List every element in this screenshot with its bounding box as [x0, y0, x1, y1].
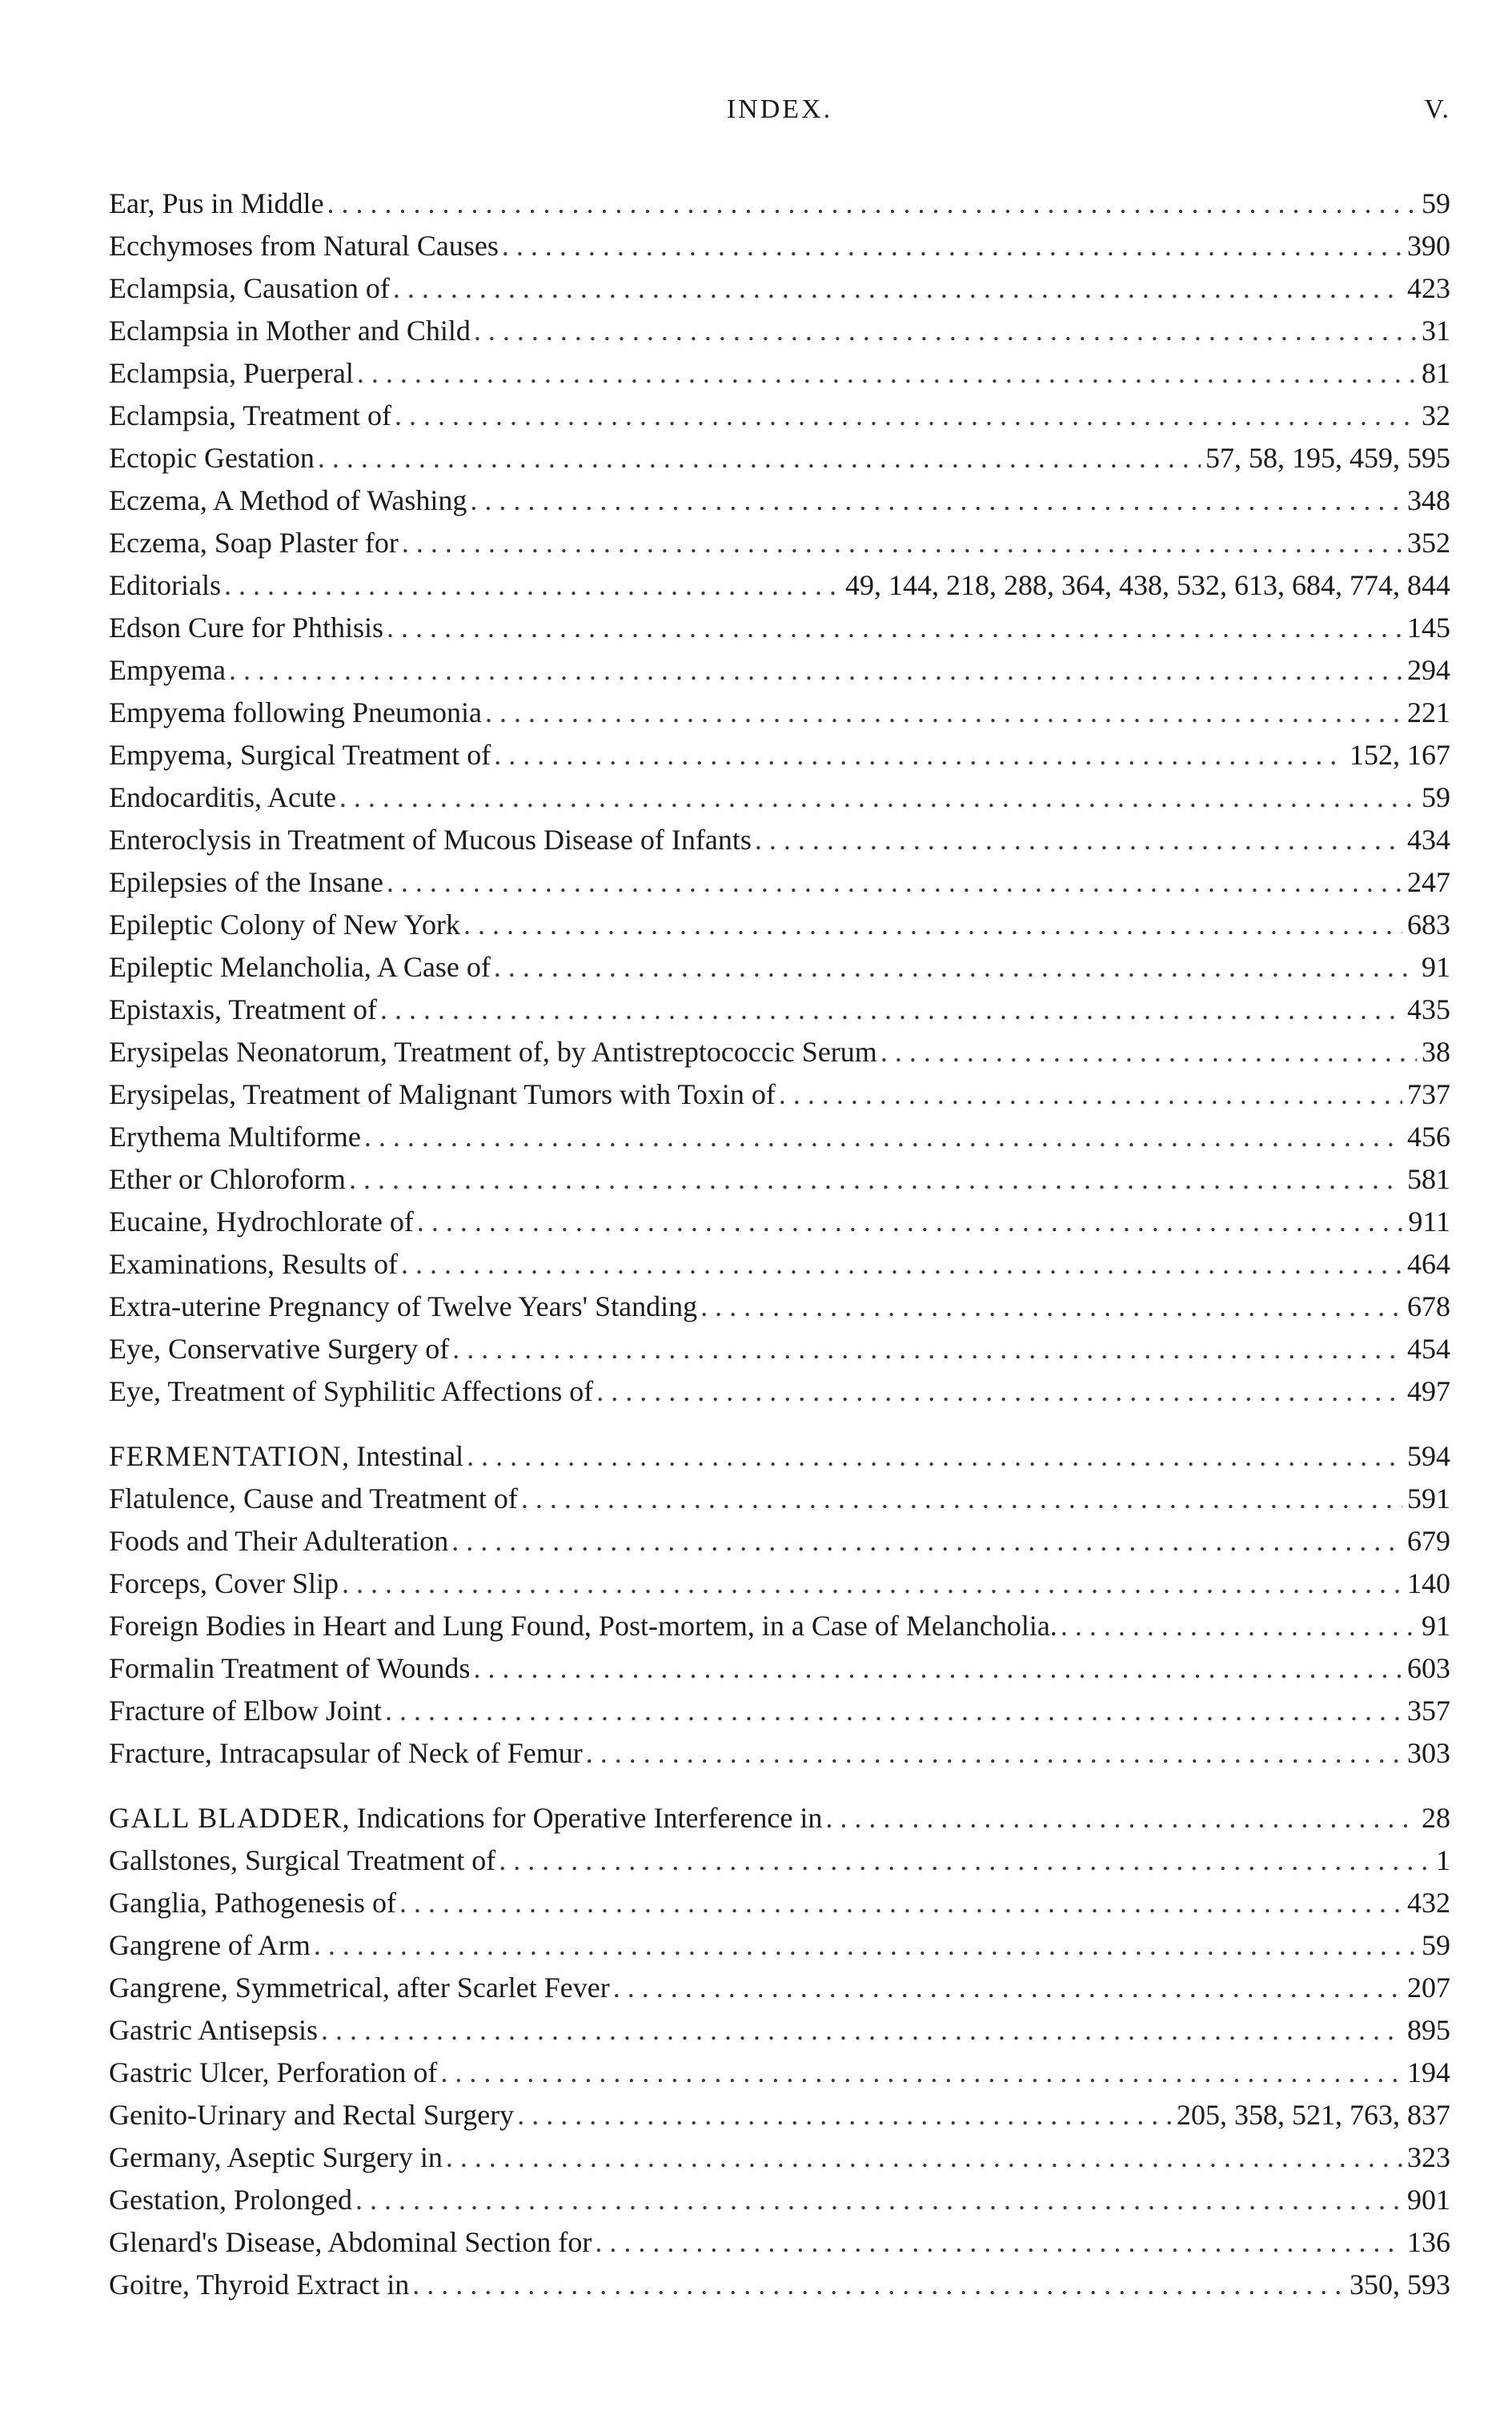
- entry-lead-word: FERMENTATION: [109, 1440, 343, 1472]
- entry-term-text: Epileptic Colony of New York: [109, 909, 460, 941]
- index-entry: [109, 2052, 1450, 2094]
- dot-leader: [610, 1967, 1402, 2009]
- entry-pages: 294: [1407, 654, 1450, 686]
- index-entry: [109, 225, 1450, 267]
- dot-leader: [383, 607, 1402, 649]
- entry-term: [109, 1732, 583, 1775]
- entry-pages: 28: [1422, 1802, 1450, 1834]
- entry-pages: 423: [1407, 272, 1450, 304]
- dot-leader: [396, 1882, 1402, 1924]
- entry-term: [109, 479, 467, 522]
- entry-pages: 303: [1407, 1737, 1450, 1769]
- entry-pages: 357: [1407, 1695, 1450, 1727]
- entry-term-text: , Indications for Operative Interference in: [342, 1802, 823, 1834]
- dot-leader: [752, 819, 1402, 861]
- dot-leader: [398, 1243, 1402, 1286]
- index-entry: [109, 1073, 1450, 1116]
- index-entry: [109, 1520, 1450, 1562]
- index-entry: [109, 2136, 1450, 2179]
- entry-term-text: Gallstones, Surgical Treatment of: [109, 1844, 496, 1876]
- index-entry: [109, 2264, 1450, 2306]
- entry-term: [109, 946, 491, 989]
- index-entry: [109, 692, 1450, 734]
- entry-term: [109, 1031, 877, 1073]
- entry-term-text: Edson Cure for Phthisis: [109, 612, 384, 644]
- index-entry: [109, 2221, 1450, 2264]
- dot-leader: [437, 2052, 1402, 2094]
- entry-term-text: Epistaxis, Treatment of: [109, 993, 377, 1025]
- entry-term: [109, 1201, 414, 1243]
- entry-pages: 221: [1407, 696, 1450, 728]
- entry-pages: 136: [1407, 2226, 1450, 2258]
- entry-pages: 145: [1407, 612, 1450, 644]
- dot-leader: [409, 2264, 1345, 2306]
- entry-term: [109, 1243, 398, 1286]
- entry-term: [109, 1478, 518, 1520]
- entry-pages: 81: [1422, 357, 1450, 389]
- entry-term-text: Eye, Treatment of Syphilitic Affections of: [109, 1375, 594, 1407]
- dot-leader: [697, 1286, 1402, 1328]
- entry-pages: 59: [1422, 781, 1450, 813]
- dot-leader: [460, 904, 1402, 946]
- entry-pages: 49, 144, 218, 288, 364, 438, 532, 613, 684, 774, 844: [845, 569, 1450, 601]
- entry-term: [109, 564, 221, 607]
- dot-leader: [491, 946, 1417, 989]
- entry-term-text: Endocarditis, Acute: [109, 781, 336, 813]
- entry-term-text: Glenard's Disease, Abdominal Section for: [109, 2226, 592, 2258]
- entry-term: [109, 1924, 311, 1967]
- index-entry: [109, 1201, 1450, 1243]
- dot-leader: [324, 183, 1417, 225]
- entry-lead-word: GALL BLADDER: [109, 1802, 343, 1834]
- index-entry: [109, 1924, 1450, 1967]
- entry-pages: 348: [1407, 484, 1450, 516]
- index-entry: [109, 904, 1450, 946]
- entry-term: [109, 607, 383, 649]
- entry-term-text: Genito-Urinary and Rectal Surgery: [109, 2099, 515, 2131]
- entry-pages: 59: [1422, 187, 1450, 219]
- entry-term-text: Ecchymoses from Natural Causes: [109, 230, 499, 262]
- index-entry: [109, 1967, 1450, 2009]
- index-entry: [109, 2009, 1450, 2052]
- entry-pages: 59: [1422, 1929, 1450, 1961]
- index-entry: [109, 1243, 1450, 1286]
- index-entry: [109, 861, 1450, 904]
- dot-leader: [390, 267, 1402, 310]
- dot-leader: [776, 1073, 1402, 1116]
- index-entry: [109, 1158, 1450, 1201]
- dot-leader: [592, 2221, 1402, 2264]
- index-entry: [109, 819, 1450, 861]
- dot-leader: [822, 1797, 1417, 1839]
- entry-term: [109, 776, 336, 819]
- entry-term-text: Gestation, Prolonged: [109, 2184, 352, 2216]
- entry-pages: 205, 358, 521, 763, 837: [1177, 2099, 1450, 2131]
- entry-term: [109, 1839, 495, 1882]
- entry-term: [109, 1690, 382, 1732]
- entry-term: [109, 861, 383, 904]
- dot-leader: [593, 1370, 1402, 1413]
- index-entry: [109, 1690, 1450, 1732]
- index-entry: [109, 1031, 1450, 1073]
- index-section: [109, 1797, 1450, 2306]
- entry-term: [109, 2052, 437, 2094]
- index-entry: [109, 1839, 1450, 1882]
- entry-term-text: Forceps, Cover Slip: [109, 1567, 339, 1599]
- entry-pages: 581: [1407, 1163, 1450, 1195]
- entry-pages: 464: [1407, 1248, 1450, 1280]
- entry-term-text: Examinations, Results of: [109, 1248, 398, 1280]
- dot-leader: [339, 1562, 1402, 1605]
- dot-leader: [315, 437, 1201, 479]
- entry-term-text: Fracture, Intracapsular of Neck of Femur: [109, 1737, 583, 1769]
- entry-term: [109, 2136, 443, 2179]
- index-entry: [109, 1328, 1450, 1370]
- entry-pages: 194: [1407, 2056, 1450, 2088]
- entry-term: [109, 1328, 449, 1370]
- page-header: [109, 94, 1450, 134]
- index-entry: [109, 776, 1450, 819]
- entry-term-text: Formalin Treatment of Wounds: [109, 1652, 471, 1684]
- entry-term: [109, 1435, 463, 1478]
- entry-term: [109, 183, 324, 225]
- index-entry: [109, 2179, 1450, 2221]
- dot-leader: [495, 1839, 1431, 1882]
- entry-term-text: Erysipelas, Treatment of Malignant Tumors with Toxin of: [109, 1078, 776, 1110]
- entry-term-text: Eclampsia, Causation of: [109, 272, 390, 304]
- page-number: V.: [1424, 94, 1450, 124]
- index-entry: [109, 607, 1450, 649]
- entry-pages: 350, 593: [1350, 2269, 1450, 2301]
- entry-term: [109, 1370, 593, 1413]
- dot-leader: [443, 2136, 1402, 2179]
- dot-leader: [336, 776, 1417, 819]
- entry-term: [109, 1967, 610, 2009]
- index-list: [109, 183, 1450, 2306]
- index-entry: [109, 989, 1450, 1031]
- entry-term: [109, 1073, 776, 1116]
- entry-term: [109, 522, 399, 564]
- entry-pages: 207: [1407, 1972, 1450, 2004]
- entry-term: [109, 395, 391, 437]
- index-entry: [109, 1605, 1450, 1647]
- index-entry: [109, 395, 1450, 437]
- entry-term-text: Editorials: [109, 569, 221, 601]
- entry-term: [109, 649, 226, 692]
- entry-term: [109, 1158, 346, 1201]
- index-entry: [109, 649, 1450, 692]
- dot-leader: [514, 2094, 1172, 2136]
- entry-term-text: Extra-uterine Pregnancy of Twelve Years' Standing: [109, 1290, 698, 1322]
- entry-pages: 594: [1407, 1440, 1450, 1472]
- entry-term-text: Flatulence, Cause and Treatment of: [109, 1482, 518, 1514]
- entry-term: [109, 1647, 470, 1690]
- dot-leader: [383, 861, 1402, 904]
- dot-leader: [467, 479, 1402, 522]
- index-entry: [109, 2094, 1450, 2136]
- entry-term-text: Eclampsia, Treatment of: [109, 399, 391, 431]
- index-entry: [109, 267, 1450, 310]
- dot-leader: [482, 692, 1402, 734]
- entry-term-text: Empyema: [109, 654, 226, 686]
- entry-term-text: Epileptic Melancholia, A Case of: [109, 951, 491, 983]
- dot-leader: [491, 734, 1345, 776]
- entry-term: [109, 1520, 448, 1562]
- entry-term: [109, 1882, 396, 1924]
- entry-pages: 32: [1422, 399, 1450, 431]
- entry-term: [109, 734, 491, 776]
- index-entry: [109, 1478, 1450, 1520]
- dot-leader: [583, 1732, 1402, 1775]
- entry-term: [109, 2179, 352, 2221]
- entry-term: [109, 1605, 1057, 1647]
- entry-term-text: Ether or Chloroform: [109, 1163, 346, 1195]
- index-entry: [109, 564, 1450, 607]
- dot-leader: [449, 1328, 1402, 1370]
- entry-pages: 603: [1407, 1652, 1450, 1684]
- entry-term: [109, 989, 377, 1031]
- page-title: INDEX.: [726, 94, 833, 124]
- entry-term-text: Ectopic Gestation: [109, 442, 315, 474]
- entry-term: [109, 692, 482, 734]
- index-entry: [109, 352, 1450, 395]
- dot-leader: [361, 1116, 1402, 1158]
- entry-term-text: Eucaine, Hydrochlorate of: [109, 1205, 414, 1238]
- index-entry: [109, 1435, 1450, 1478]
- dot-leader: [311, 1924, 1417, 1967]
- index-entry: [109, 1370, 1450, 1413]
- entry-term: [109, 819, 752, 861]
- entry-pages: 1: [1436, 1844, 1450, 1876]
- entry-pages: 901: [1407, 2184, 1450, 2216]
- entry-term: [109, 1286, 697, 1328]
- entry-term: [109, 2009, 318, 2052]
- entry-term-text: Ear, Pus in Middle: [109, 187, 324, 219]
- entry-term-text: , Intestinal: [342, 1440, 464, 1472]
- entry-term-text: Foreign Bodies in Heart and Lung Found, Post-mortem, in a Case of Melancholia.: [109, 1610, 1057, 1642]
- dot-leader: [354, 352, 1417, 395]
- entry-term-text: Ganglia, Pathogenesis of: [109, 1887, 396, 1919]
- entry-pages: 737: [1407, 1078, 1450, 1110]
- index-section: [109, 1435, 1450, 1775]
- index-entry: [109, 946, 1450, 989]
- entry-term: [109, 267, 390, 310]
- dot-leader: [391, 395, 1417, 437]
- entry-pages: 895: [1407, 2014, 1450, 2046]
- dot-leader: [318, 2009, 1402, 2052]
- entry-pages: 591: [1407, 1482, 1450, 1514]
- dot-leader: [377, 989, 1402, 1031]
- index-entry: [109, 1562, 1450, 1605]
- entry-pages: 390: [1407, 230, 1450, 262]
- entry-term-text: Eczema, Soap Plaster for: [109, 527, 399, 559]
- entry-term-text: Empyema, Surgical Treatment of: [109, 739, 491, 771]
- entry-pages: 352: [1407, 527, 1450, 559]
- entry-term-text: Erysipelas Neonatorum, Treatment of, by Antistreptococcic Serum: [109, 1036, 877, 1068]
- dot-leader: [877, 1031, 1417, 1073]
- entry-term: [109, 1116, 361, 1158]
- entry-pages: 679: [1407, 1525, 1450, 1557]
- index-entry: [109, 1116, 1450, 1158]
- dot-leader: [414, 1201, 1403, 1243]
- dot-leader: [382, 1690, 1402, 1732]
- index-entry: [109, 310, 1450, 352]
- entry-pages: 683: [1407, 909, 1450, 941]
- entry-term: [109, 1562, 339, 1605]
- dot-leader: [221, 564, 840, 607]
- entry-pages: 38: [1422, 1036, 1450, 1068]
- entry-pages: 247: [1407, 866, 1450, 898]
- index-entry: [109, 183, 1450, 225]
- entry-term-text: Gastric Ulcer, Perforation of: [109, 2056, 438, 2088]
- entry-pages: 91: [1422, 951, 1450, 983]
- entry-pages: 152, 167: [1350, 739, 1450, 771]
- entry-pages: 497: [1407, 1375, 1450, 1407]
- entry-pages: 91: [1422, 1610, 1450, 1642]
- entry-pages: 435: [1407, 993, 1450, 1025]
- entry-pages: 432: [1407, 1887, 1450, 1919]
- entry-term: [109, 437, 315, 479]
- entry-term: [109, 2221, 592, 2264]
- entry-pages: 456: [1407, 1121, 1450, 1153]
- index-entry: [109, 1882, 1450, 1924]
- entry-term: [109, 310, 471, 352]
- entry-term-text: Enteroclysis in Treatment of Mucous Disease of Infants: [109, 824, 752, 856]
- dot-leader: [463, 1435, 1402, 1478]
- index-entry: [109, 479, 1450, 522]
- entry-term-text: Erythema Multiforme: [109, 1121, 361, 1153]
- dot-leader: [471, 310, 1417, 352]
- index-section: [109, 183, 1450, 1413]
- index-entry: [109, 734, 1450, 776]
- entry-term-text: Eclampsia, Puerperal: [109, 357, 354, 389]
- entry-term-text: Fracture of Elbow Joint: [109, 1695, 382, 1727]
- dot-leader: [1057, 1605, 1417, 1647]
- dot-leader: [518, 1478, 1402, 1520]
- index-entry: [109, 1797, 1450, 1839]
- entry-pages: 911: [1408, 1205, 1450, 1238]
- dot-leader: [346, 1158, 1402, 1201]
- index-entry: [109, 437, 1450, 479]
- entry-pages: 323: [1407, 2141, 1450, 2173]
- entry-term-text: Foods and Their Adulteration: [109, 1525, 449, 1557]
- entry-term-text: Empyema following Pneumonia: [109, 696, 482, 728]
- entry-term: [109, 1797, 822, 1839]
- index-entry: [109, 1647, 1450, 1690]
- entry-term: [109, 352, 354, 395]
- entry-pages: 57, 58, 195, 459, 595: [1205, 442, 1450, 474]
- dot-leader: [226, 649, 1402, 692]
- entry-term: [109, 225, 499, 267]
- entry-pages: 434: [1407, 824, 1450, 856]
- entry-term-text: Eye, Conservative Surgery of: [109, 1333, 450, 1365]
- dot-leader: [399, 522, 1402, 564]
- index-entry: [109, 1732, 1450, 1775]
- dot-leader: [352, 2179, 1402, 2221]
- entry-term-text: Epilepsies of the Insane: [109, 866, 383, 898]
- entry-term-text: Gastric Antisepsis: [109, 2014, 318, 2046]
- entry-term-text: Eclampsia in Mother and Child: [109, 315, 471, 347]
- entry-pages: 454: [1407, 1333, 1450, 1365]
- entry-term-text: Gangrene, Symmetrical, after Scarlet Fever: [109, 1972, 610, 2004]
- entry-term: [109, 2094, 514, 2136]
- entry-term-text: Germany, Aseptic Surgery in: [109, 2141, 443, 2173]
- entry-pages: 678: [1407, 1290, 1450, 1322]
- dot-leader: [470, 1647, 1402, 1690]
- entry-term-text: Gangrene of Arm: [109, 1929, 311, 1961]
- dot-leader: [499, 225, 1402, 267]
- index-entry: [109, 522, 1450, 564]
- entry-pages: 31: [1422, 315, 1450, 347]
- index-entry: [109, 1286, 1450, 1328]
- entry-term: [109, 904, 460, 946]
- entry-term-text: Goitre, Thyroid Extract in: [109, 2269, 410, 2301]
- entry-term: [109, 2264, 409, 2306]
- entry-pages: 140: [1407, 1567, 1450, 1599]
- entry-term-text: Eczema, A Method of Washing: [109, 484, 467, 516]
- dot-leader: [448, 1520, 1402, 1562]
